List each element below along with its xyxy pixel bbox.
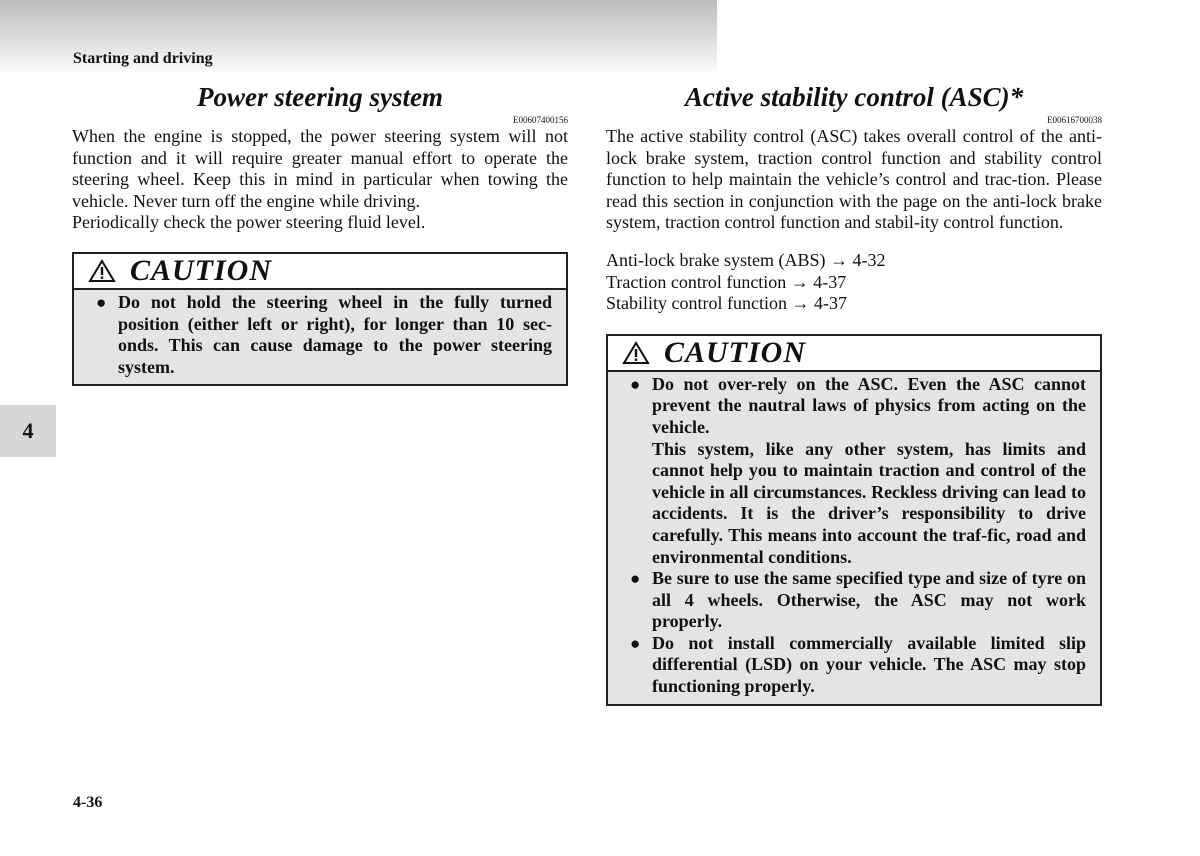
caution-text: Do not install commercially available limited slip differential (LSD) on your vehicle. The ASC may stop functioning properly. [652, 632, 1086, 697]
caution-item [630, 633, 1086, 698]
caution-text: Be sure to use the same specified type and size of tyre on all 4 wheels. Otherwise, the ASC may not work properly. [652, 568, 1086, 632]
chapter-number: 4 [22, 418, 34, 443]
power-steering-code: E00607400156 [513, 115, 568, 125]
bullet-icon: ● [630, 633, 641, 653]
warning-triangle-icon [622, 341, 650, 365]
right-column [606, 80, 1102, 706]
warning-triangle-icon [88, 259, 116, 283]
caution-text: Do not hold the steering wheel in the fully turned position (either left or right), for longer than 10 sec-onds. This can cause damage to the power steering system. [118, 291, 552, 377]
caution-item [630, 374, 1086, 568]
bullet-icon: ● [630, 374, 641, 394]
caution-body [74, 290, 566, 384]
bullet-icon: ● [630, 569, 641, 589]
bullet-icon: ● [96, 292, 107, 312]
caution-label: CAUTION [664, 335, 807, 369]
caution-item [630, 568, 1086, 633]
paragraph: When the engine is stopped, the power steering system will not function and it will require greater manual effort to operate the steering wheel. Keep this in mind in particular when towing the vehicle. Never turn off the engine while driving. [72, 126, 568, 211]
ref-abs: Anti-lock brake system (ABS) → 4-32 [606, 249, 886, 270]
power-steering-body [72, 126, 568, 234]
section-header: Starting and driving [73, 50, 213, 67]
caution-header [74, 254, 566, 290]
chapter-tab [0, 405, 56, 457]
caution-box-left [72, 252, 568, 386]
ref-traction: Traction control function → 4-37 [606, 271, 847, 292]
caution-text: This system, like any other system, has limits and cannot help you to maintain traction and control of the vehicle in all circumstances. Reckless driving can lead to accidents. It is the driver’s responsibility to drive carefully. This means into account the traf-fic, road and environmental conditions. [652, 438, 1086, 567]
caution-item [96, 292, 552, 378]
page-number: 4-36 [73, 794, 103, 811]
caution-label: CAUTION [130, 253, 273, 287]
left-column [72, 80, 568, 386]
asc-code: E00616700038 [1047, 115, 1102, 125]
asc-title: Active stability control (ASC)* [684, 82, 1024, 112]
asc-body [606, 126, 1102, 234]
ref-stability: Stability control function → 4-37 [606, 293, 847, 314]
caution-body [608, 372, 1100, 704]
cross-references [606, 250, 1102, 315]
caution-box-right [606, 334, 1102, 706]
paragraph: The active stability control (ASC) takes overall control of the anti-lock brake system, traction control function and stability control function to help maintain the vehicle’s control and trac-tion. Please read this section in conjunction with the page on the anti-lock brake system, traction control function and stabil-ity control function. [606, 126, 1102, 233]
power-steering-title: Power steering system [197, 82, 443, 112]
caution-header [608, 336, 1100, 372]
caution-text: Do not over-rely on the ASC. Even the ASC cannot prevent the nautral laws of physics from acting on the vehicle. [652, 373, 1086, 437]
paragraph: Periodically check the power steering fluid level. [72, 212, 426, 233]
